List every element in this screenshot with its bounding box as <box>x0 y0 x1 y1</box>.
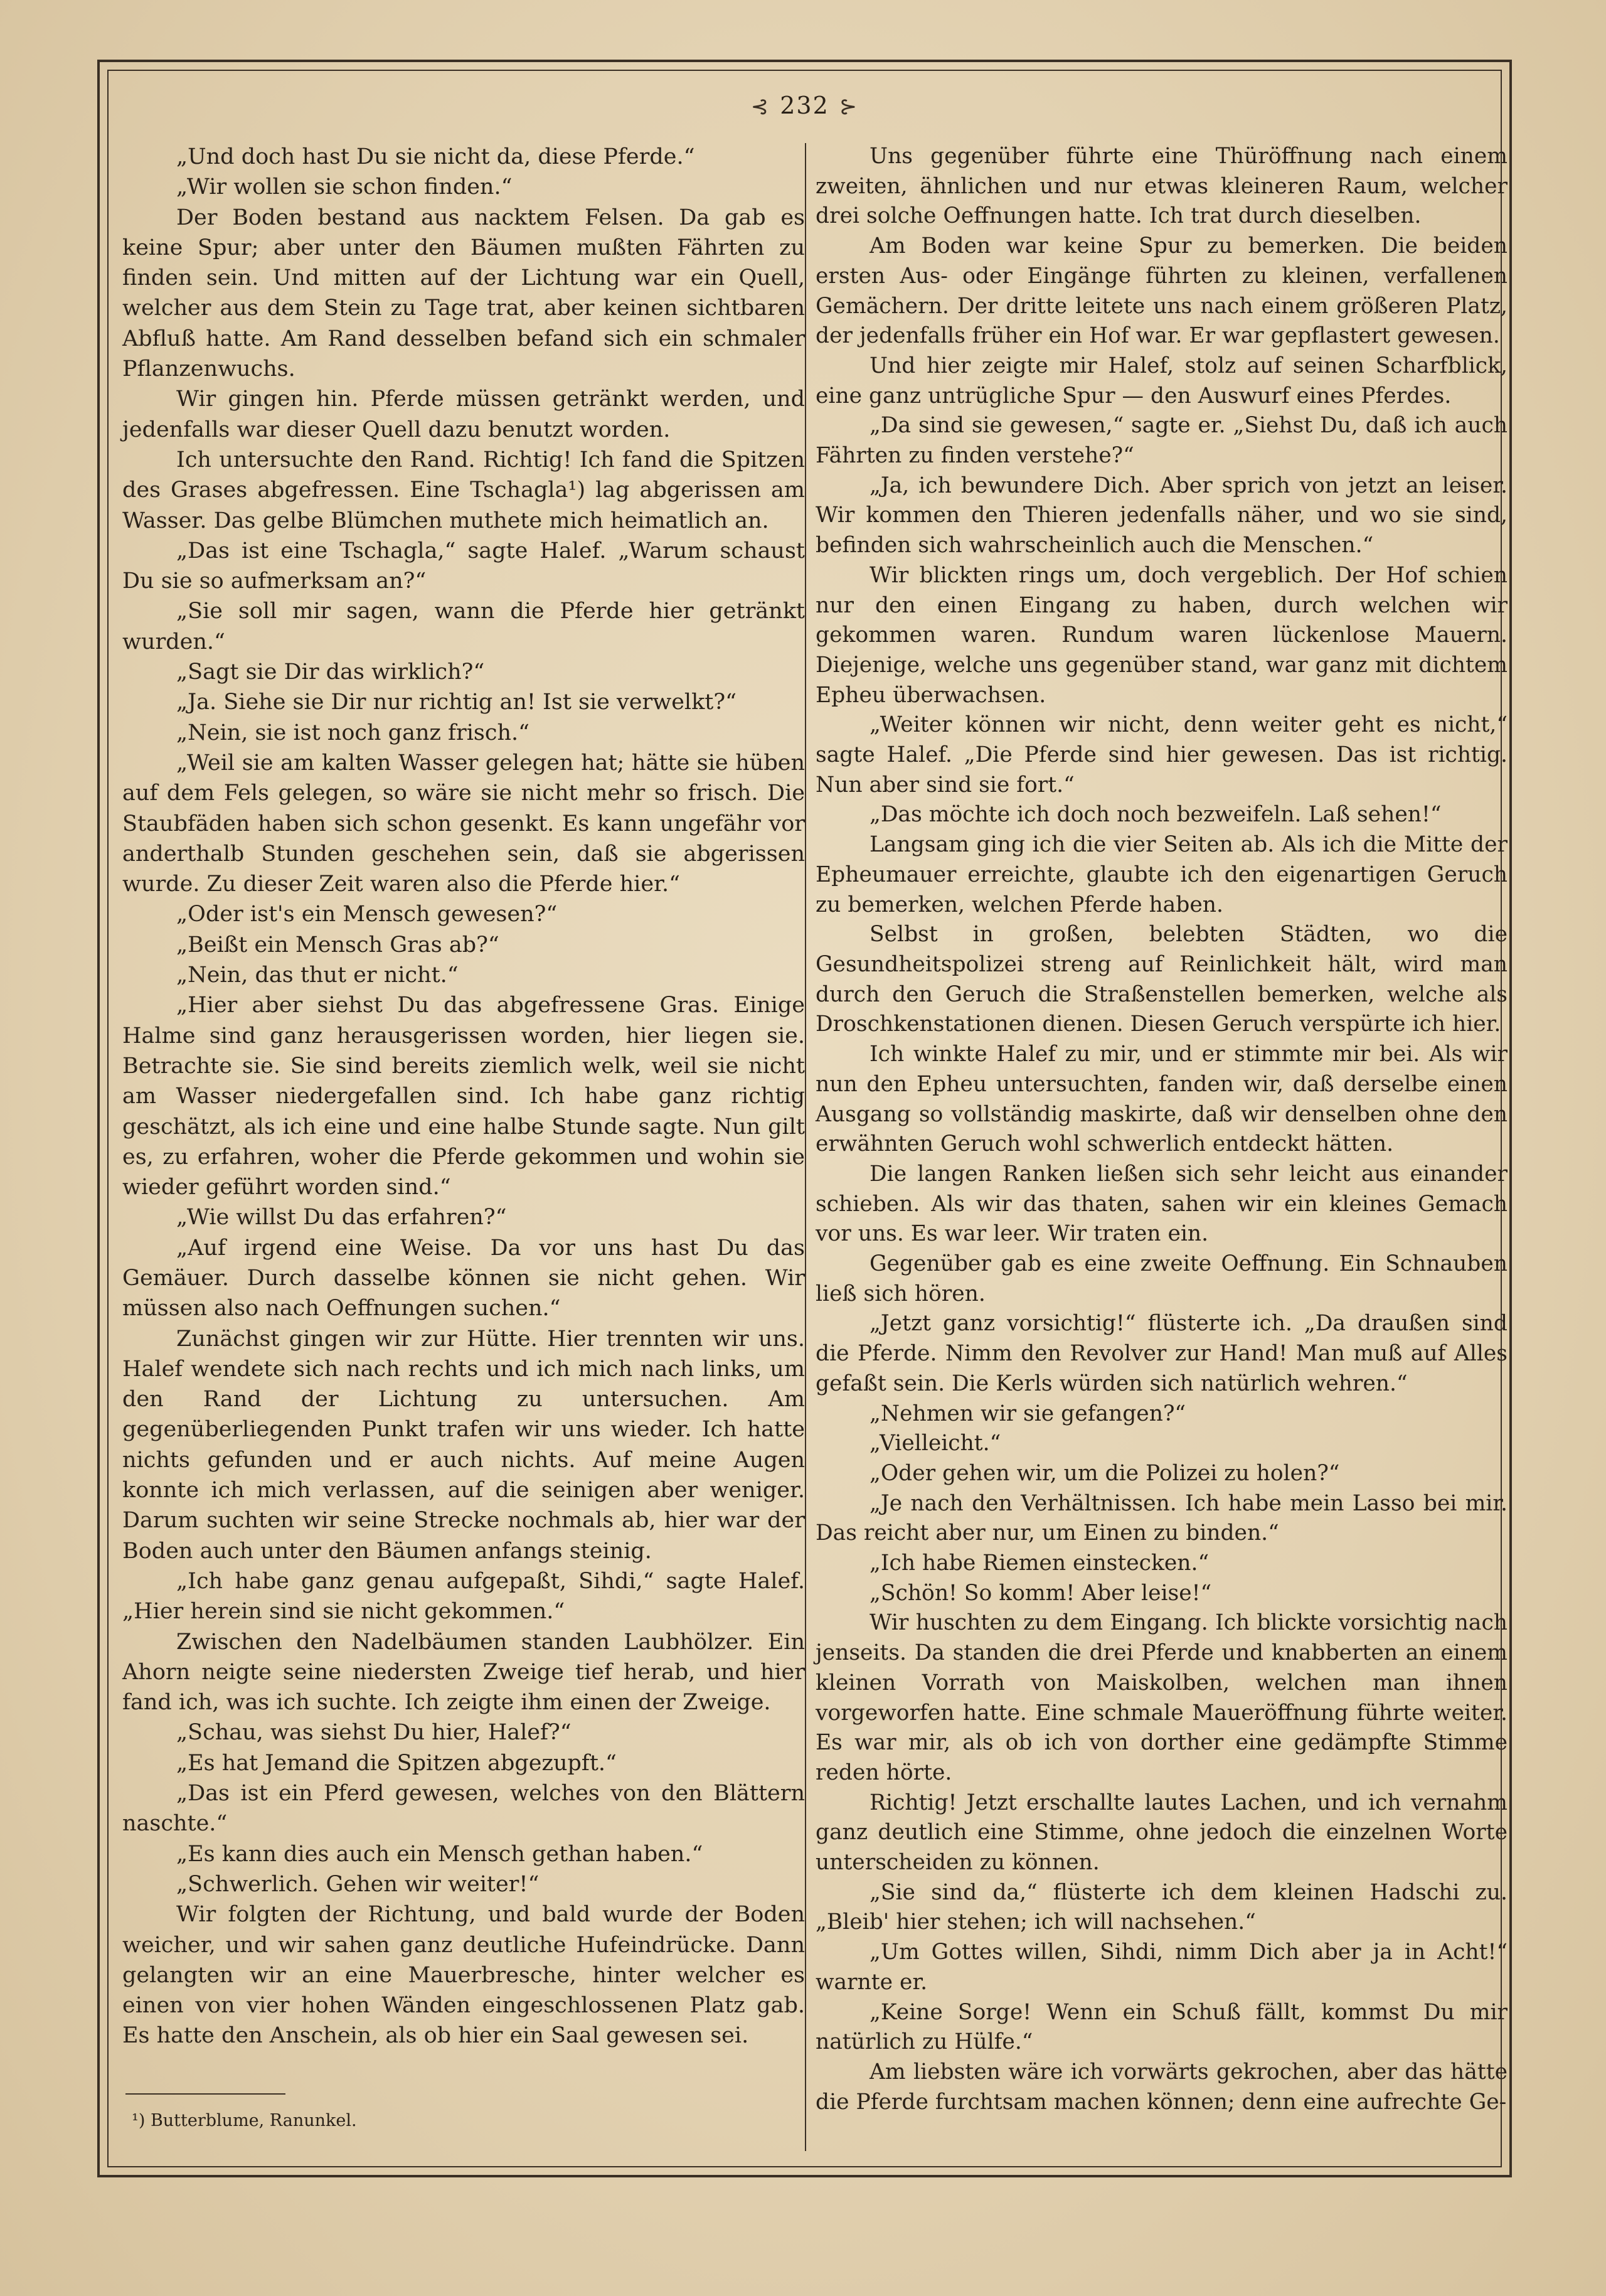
paragraph: „Jetzt ganz vorsichtig!“ flüsterte ich. „Da draußen sind die Pferde. Nimm den Revolver zur Hand! Man muß auf Alles gefaßt sein. Die Kerls würden sich natürlich wehren.“ <box>816 1311 1508 1396</box>
paragraph: Ich winkte Halef zu mir, und er stimmte mir bei. Als wir nun den Epheu untersuchten, fanden wir, daß derselbe einen Ausgang so vollständig maskirte, daß wir denselben ohne den erwähnten Geruch wohl schwerlich entdeckt hätten. <box>816 1042 1508 1157</box>
paragraph: „Wie willst Du das erfahren?“ <box>176 1205 507 1231</box>
paragraph: „Ich habe ganz genau aufgepaßt, Sihdi,“ sagte Halef. „Hier herein sind sie nicht gekommen.“ <box>122 1568 805 1625</box>
paragraph: Selbst in großen, belebten Städten, wo die Gesundheitspolizei streng auf Reinlichkeit hält, wird man durch den Geruch die Straßenstellen bemerken, welche als Droschkenstationen dienen. Diesen Geruch verspürte ich hier. <box>816 922 1508 1037</box>
paragraph: Und hier zeigte mir Halef, stolz auf seinen Scharfblick, eine ganz untrügliche Spur — den Auswurf eines Pferdes. <box>816 353 1508 408</box>
paragraph: „Das möchte ich doch noch bezweifeln. Laß sehen!“ <box>869 802 1442 828</box>
paragraph: „Hier aber siehst Du das abgefressene Gras. Einige Halme sind ganz herausgerissen worden, hier liegen sie. Betrachte sie. Sie sind bereits ziemlich welk, weil sie nicht am Wasser niedergefallen sind. Ich habe ganz richtig geschätzt, als ich eine und eine halbe Stunde sagte. Nun gilt es, zu erfahren, woher die Pferde gekommen und wohin sie wieder geführt worden sind.“ <box>122 993 805 1200</box>
header-ornament-right: ⊱ <box>839 94 859 119</box>
header-ornament-left: ⊰ <box>750 94 770 119</box>
paragraph: „Beißt ein Mensch Gras ab?“ <box>176 932 499 958</box>
paragraph: Richtig! Jetzt erschallte lautes Lachen, und ich vernahm ganz deutlich eine Stimme, ohne jedoch die einzelnen Worte unterscheiden zu können. <box>816 1790 1508 1876</box>
paragraph: „Und doch hast Du sie nicht da, diese Pferde.“ <box>176 144 695 169</box>
paragraph: „Wir wollen sie schon finden.“ <box>176 174 513 200</box>
paragraph: „Das ist eine Tschagla,“ sagte Halef. „Warum schaust Du sie so aufmerksam an?“ <box>122 538 805 594</box>
paragraph: „Sie soll mir sagen, wann die Pferde hier getränkt wurden.“ <box>122 599 805 654</box>
paragraph: Am Boden war keine Spur zu bemerken. Die beiden ersten Aus- oder Eingänge führten zu kleinen, verfallenen Gemächern. Der dritte leitete uns nach einem größeren Platz, der jedenfalls früher ein Hof war. Er war gepflastert gewesen. <box>816 233 1508 349</box>
left-column <box>122 142 805 2051</box>
column-divider <box>805 143 806 2151</box>
right-column <box>816 142 1508 2117</box>
footnote: ¹) Butterblume, Ranunkel. <box>132 2111 357 2130</box>
paragraph: „Vielleicht.“ <box>869 1431 1001 1456</box>
paragraph: „Schön! So komm! Aber leise!“ <box>869 1580 1212 1606</box>
paragraph: Langsam ging ich die vier Seiten ab. Als ich die Mitte der Epheumauer erreichte, glaubte ich den eigenartigen Geruch zu bemerken, welchen Pferde haben. <box>816 832 1508 917</box>
paragraph: „Schwerlich. Gehen wir weiter!“ <box>176 1871 540 1897</box>
paragraph: Die langen Ranken ließen sich sehr leicht aus einander schieben. Als wir das thaten, sahen wir ein kleines Gemach vor uns. Es war leer. Wir traten ein. <box>816 1161 1508 1247</box>
paragraph: „Je nach den Verhältnissen. Ich habe mein Lasso bei mir. Das reicht aber nur, um Einen zu binden.“ <box>816 1490 1508 1546</box>
paragraph: „Oder gehen wir, um die Polizei zu holen?“ <box>869 1460 1340 1486</box>
paragraph: „Um Gottes willen, Sihdi, nimm Dich aber ja in Acht!“ warnte er. <box>816 1940 1508 1995</box>
paragraph: Wir folgten der Richtung, und bald wurde der Boden weicher, und wir sahen ganz deutliche Hufeindrücke. Dann gelangten wir an eine Mauerbresche, hinter welcher es einen von vier hohen Wänden eingeschlossenen Platz gab. Es hatte den Anschein, als ob hier ein Saal gewesen sei. <box>122 1902 805 2049</box>
paragraph: „Sie sind da,“ flüsterte ich dem kleinen Hadschi zu. „Bleib' hier stehen; ich will nachsehen.“ <box>816 1879 1508 1935</box>
paragraph: Ich untersuchte den Rand. Richtig! Ich fand die Spitzen des Grases abgefressen. Eine Tschagla¹) lag abgerissen am Wasser. Das gelbe Blümchen muthete mich heimatlich an. <box>122 447 805 533</box>
paragraph: „Schau, was siehst Du hier, Halef?“ <box>176 1720 572 1746</box>
paragraph: Zunächst gingen wir zur Hütte. Hier trennten wir uns. Halef wendete sich nach rechts und ich mich nach links, um den Rand der Lichtung zu untersuchen. Am gegenüberliegenden Punkt trafen wir uns wieder. Ich hatte nichts gefunden und er auch nichts. Auf meine Augen konnte ich mich verlassen, auf die seinigen aber weniger. Darum suchten wir seine Strecke nochmals ab, hier war der Boden auch unter den Bäumen anfangs steinig. <box>122 1326 805 1564</box>
paragraph: „Sagt sie Dir das wirklich?“ <box>176 659 485 685</box>
paragraph: „Auf irgend eine Weise. Da vor uns hast Du das Gemäuer. Durch dasselbe können sie nicht gehen. Wir müssen also nach Oeffnungen suchen.“ <box>122 1235 805 1322</box>
paragraph: „Weiter können wir nicht, denn weiter geht es nicht,“ sagte Halef. „Die Pferde sind hier gewesen. Das ist richtig. Nun aber sind sie fort.“ <box>816 712 1508 798</box>
paragraph: „Es kann dies auch ein Mensch gethan haben.“ <box>176 1841 703 1867</box>
paragraph: „Es hat Jemand die Spitzen abgezupft.“ <box>176 1750 617 1776</box>
paragraph: „Oder ist's ein Mensch gewesen?“ <box>176 902 558 927</box>
paragraph: Am liebsten wäre ich vorwärts gekrochen, aber das hätte die Pferde furchtsam machen können; denn eine aufrechte Ge- <box>816 2059 1508 2115</box>
paragraph: Wir gingen hin. Pferde müssen getränkt werden, und jedenfalls war dieser Quell dazu benutzt worden. <box>122 387 805 442</box>
page-header <box>107 87 1502 124</box>
paragraph: „Keine Sorge! Wenn ein Schuß fällt, kommst Du mir natürlich zu Hülfe.“ <box>816 1999 1508 2055</box>
paragraph: Zwischen den Nadelbäumen standen Laubhölzer. Ein Ahorn neigte seine niedersten Zweige tief herab, und hier fand ich, was ich suchte. Ich zeigte ihm einen der Zweige. <box>122 1629 805 1716</box>
paragraph: „Ja, ich bewundere Dich. Aber sprich von jetzt an leiser. Wir kommen den Thieren jedenfalls näher, und wo sie sind, befinden sich wahrscheinlich auch die Menschen.“ <box>816 473 1508 558</box>
page-number: 232 <box>780 92 829 119</box>
paragraph: „Ja. Siehe sie Dir nur richtig an! Ist sie verwelkt?“ <box>176 690 737 715</box>
paragraph: Wir huschten zu dem Eingang. Ich blickte vorsichtig nach jenseits. Da standen die drei Pferde und knabberten an einem kleinen Vorrath von Maiskolben, welchen man ihnen vorgeworfen hatte. Eine schmale Maueröffnung führte weiter. Es war mir, als ob ich von dorther eine gedämpfte Stimme reden hörte. <box>816 1610 1508 1785</box>
paragraph: Gegenüber gab es eine zweite Oeffnung. Ein Schnauben ließ sich hören. <box>816 1251 1508 1306</box>
footnote-rule <box>125 2093 285 2095</box>
paragraph: „Das ist ein Pferd gewesen, welches von den Blättern naschte.“ <box>122 1781 805 1837</box>
paragraph: Wir blickten rings um, doch vergeblich. Der Hof schien nur den einen Eingang zu haben, durch welchen wir gekommen waren. Rundum waren lückenlose Mauern. Diejenige, welche uns gegenüber stand, war ganz mit dichtem Epheu überwachsen. <box>816 562 1508 708</box>
paragraph: „Nein, sie ist noch ganz frisch.“ <box>176 720 530 745</box>
paragraph: „Nehmen wir sie gefangen?“ <box>869 1401 1186 1426</box>
paragraph: „Weil sie am kalten Wasser gelegen hat; hätte sie hüben auf dem Fels gelegen, so wäre sie nicht mehr so frisch. Die Staubfäden haben sich schon gesenkt. Es kann ungefähr vor anderthalb Stunden geschehen sein, daß sie abgerissen wurde. Zu dieser Zeit waren also die Pferde hier.“ <box>122 750 805 897</box>
paragraph: Uns gegenüber führte eine Thüröffnung nach einem zweiten, ähnlichen und nur etwas kleineren Raum, welcher drei solche Oeffnungen hatte. Ich trat durch dieselben. <box>816 144 1508 229</box>
paragraph: „Ich habe Riemen einstecken.“ <box>869 1551 1210 1576</box>
paragraph: „Da sind sie gewesen,“ sagte er. „Siehst Du, daß ich auch Fährten zu finden verstehe?“ <box>816 413 1508 469</box>
paragraph: Der Boden bestand aus nacktem Felsen. Da gab es keine Spur; aber unter den Bäumen mußten Fährten zu finden sein. Und mitten auf der Lichtung war ein Quell, welcher aus dem Stein zu Tage trat, aber keinen sichtbaren Abfluß hatte. Am Rand desselben befand sich ein schmaler Pflanzenwuchs. <box>122 205 805 382</box>
paragraph: „Nein, das thut er nicht.“ <box>176 963 459 988</box>
